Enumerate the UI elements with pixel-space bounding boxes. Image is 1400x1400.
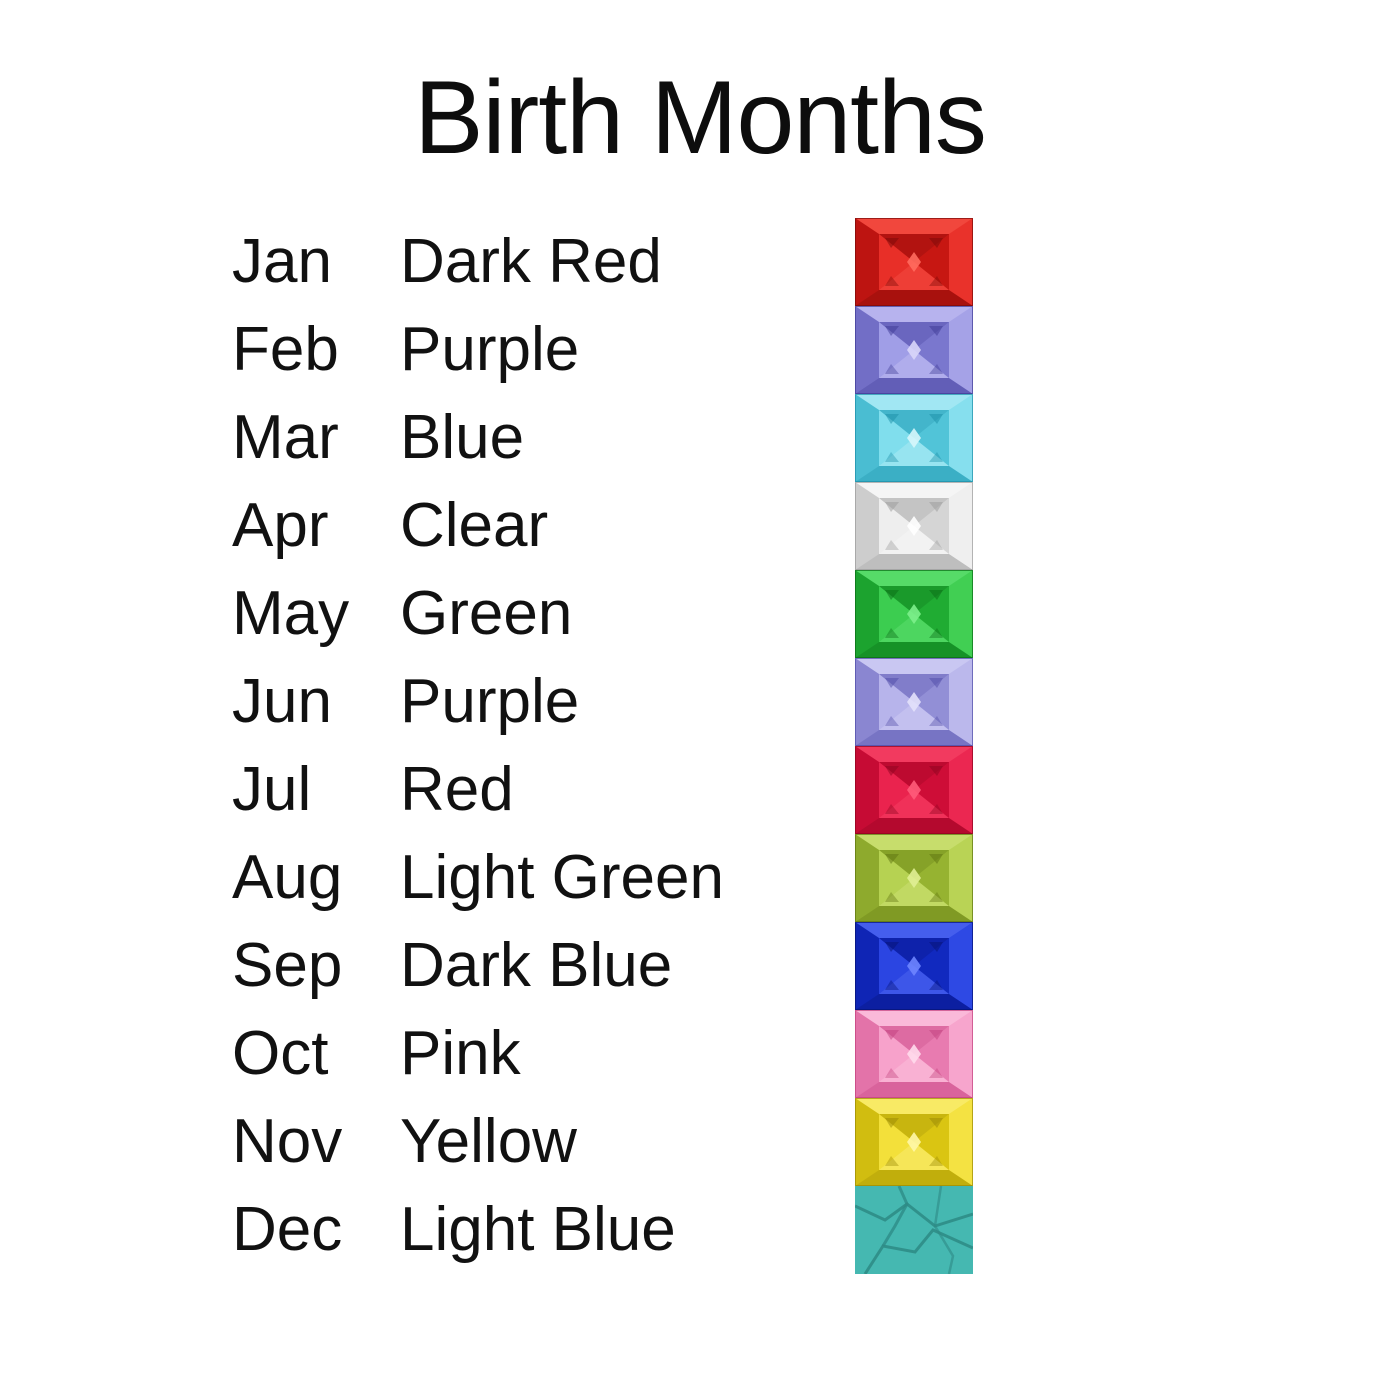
table-row [0,306,1400,394]
gem-swatch-cell [855,218,1115,306]
table-row [0,658,1400,746]
color-name-label: Purple [400,315,580,384]
gem-swatch-cell [855,658,1115,746]
gemstone-icon [855,1010,973,1098]
table-row [0,1010,1400,1098]
table-row [0,922,1400,1010]
table-row [0,746,1400,834]
gem-swatch-cell [855,922,1115,1010]
month-label: Jul [232,755,312,824]
turquoise-stone-icon [855,1186,973,1274]
gemstone-icon [855,658,973,746]
gemstone-icon [855,306,973,394]
gem-swatch-cell [855,1186,1115,1274]
table-row [0,394,1400,482]
color-name-label: Light Blue [400,1195,676,1264]
color-name-label: Clear [400,491,549,560]
table-row [0,1098,1400,1186]
month-label: Oct [232,1019,329,1088]
color-name-label: Red [400,755,514,824]
table-row [0,482,1400,570]
gemstone-icon [855,570,973,658]
month-label: Dec [232,1195,343,1264]
color-name-label: Yellow [400,1107,577,1176]
gem-swatch-cell [855,1010,1115,1098]
color-name-label: Blue [400,403,525,472]
gem-swatch-cell [855,746,1115,834]
color-name-label: Dark Red [400,227,662,296]
gem-swatch-cell [855,482,1115,570]
page-title: Birth Months [414,60,986,176]
gemstone-icon [855,922,973,1010]
month-label: Apr [232,491,329,560]
month-label: Sep [232,931,343,1000]
gem-swatch-cell [855,1098,1115,1186]
gemstone-icon [855,218,973,306]
gemstone-icon [855,394,973,482]
month-label: Mar [232,403,339,472]
gem-swatch-cell [855,306,1115,394]
color-name-label: Purple [400,667,580,736]
gemstone-icon [855,746,973,834]
color-name-label: Light Green [400,843,724,912]
birth-months-table [0,218,1400,1274]
table-row [0,218,1400,306]
table-row [0,570,1400,658]
month-label: Nov [232,1107,343,1176]
gemstone-icon [855,834,973,922]
gemstone-icon [855,482,973,570]
month-label: May [232,579,350,648]
gem-swatch-cell [855,834,1115,922]
gem-swatch-cell [855,570,1115,658]
month-label: Jan [232,227,332,296]
color-name-label: Dark Blue [400,931,673,1000]
month-label: Aug [232,843,343,912]
color-name-label: Pink [400,1019,521,1088]
month-label: Feb [232,315,339,384]
month-label: Jun [232,667,332,736]
table-row [0,1186,1400,1274]
color-name-label: Green [400,579,573,648]
table-row [0,834,1400,922]
gem-swatch-cell [855,394,1115,482]
gemstone-icon [855,1098,973,1186]
